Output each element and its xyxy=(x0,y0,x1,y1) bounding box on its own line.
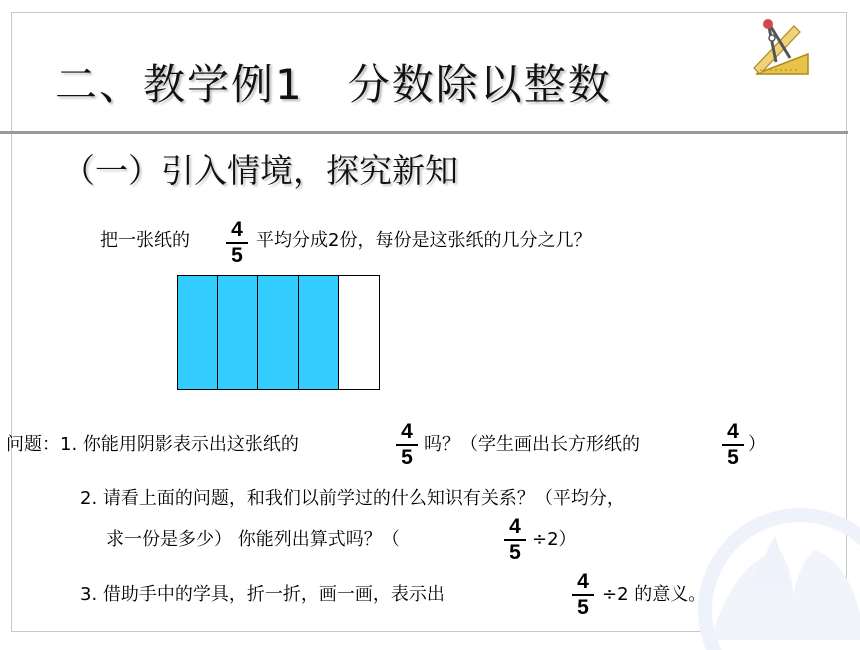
problem-text-after: 平均分成2份，每份是这张纸的几分之几？ xyxy=(256,230,592,251)
fraction xyxy=(570,570,596,620)
unshaded-part xyxy=(339,276,379,389)
fraction-numerator: 4 xyxy=(577,570,589,593)
fraction-numerator: 4 xyxy=(509,515,521,538)
geometry-tools-icon xyxy=(750,18,812,80)
page-title: 二、教学例1 分数除以整数 xyxy=(55,60,612,109)
header-divider xyxy=(0,131,848,134)
fraction xyxy=(720,420,746,470)
problem-text-before: 把一张纸的 xyxy=(100,230,190,251)
fraction-denominator: 5 xyxy=(727,446,739,469)
question-2-line-2-prefix: 求一份是多少） 你能列出算式吗？（ xyxy=(106,529,400,550)
fraction-numerator: 4 xyxy=(401,420,413,443)
shaded-part xyxy=(299,276,339,389)
question-2-line-1: 2. 请看上面的问题，和我们以前学过的什么知识有关系？（平均分， xyxy=(80,488,625,509)
shaded-part xyxy=(258,276,298,389)
fraction-denominator: 5 xyxy=(231,244,243,267)
shaded-part xyxy=(218,276,258,389)
fraction-denominator: 5 xyxy=(509,541,521,564)
question-3-suffix: ÷2 的意义。 xyxy=(602,584,707,605)
fraction xyxy=(502,515,528,565)
question-3-prefix: 3. 借助手中的学具，折一折，画一画，表示出 xyxy=(80,584,445,605)
question-2-line-2-suffix: ÷2） xyxy=(532,529,577,550)
shaded-part xyxy=(178,276,218,389)
fraction xyxy=(394,420,420,470)
question-1-suffix: ） xyxy=(748,434,766,455)
question-1-middle: 吗？（学生画出长方形纸的 xyxy=(424,434,640,455)
hands-watermark-icon xyxy=(640,490,860,650)
fraction-denominator: 5 xyxy=(401,446,413,469)
question-1-prefix: 问题：1. 你能用阴影表示出这张纸的 xyxy=(6,434,299,455)
section-subtitle: （一）引入情境，探究新知 xyxy=(62,151,458,190)
fraction-numerator: 4 xyxy=(727,420,739,443)
fraction-denominator: 5 xyxy=(577,596,589,619)
paper-strip-diagram xyxy=(177,275,380,390)
fraction xyxy=(224,218,250,268)
fraction-numerator: 4 xyxy=(231,218,243,241)
